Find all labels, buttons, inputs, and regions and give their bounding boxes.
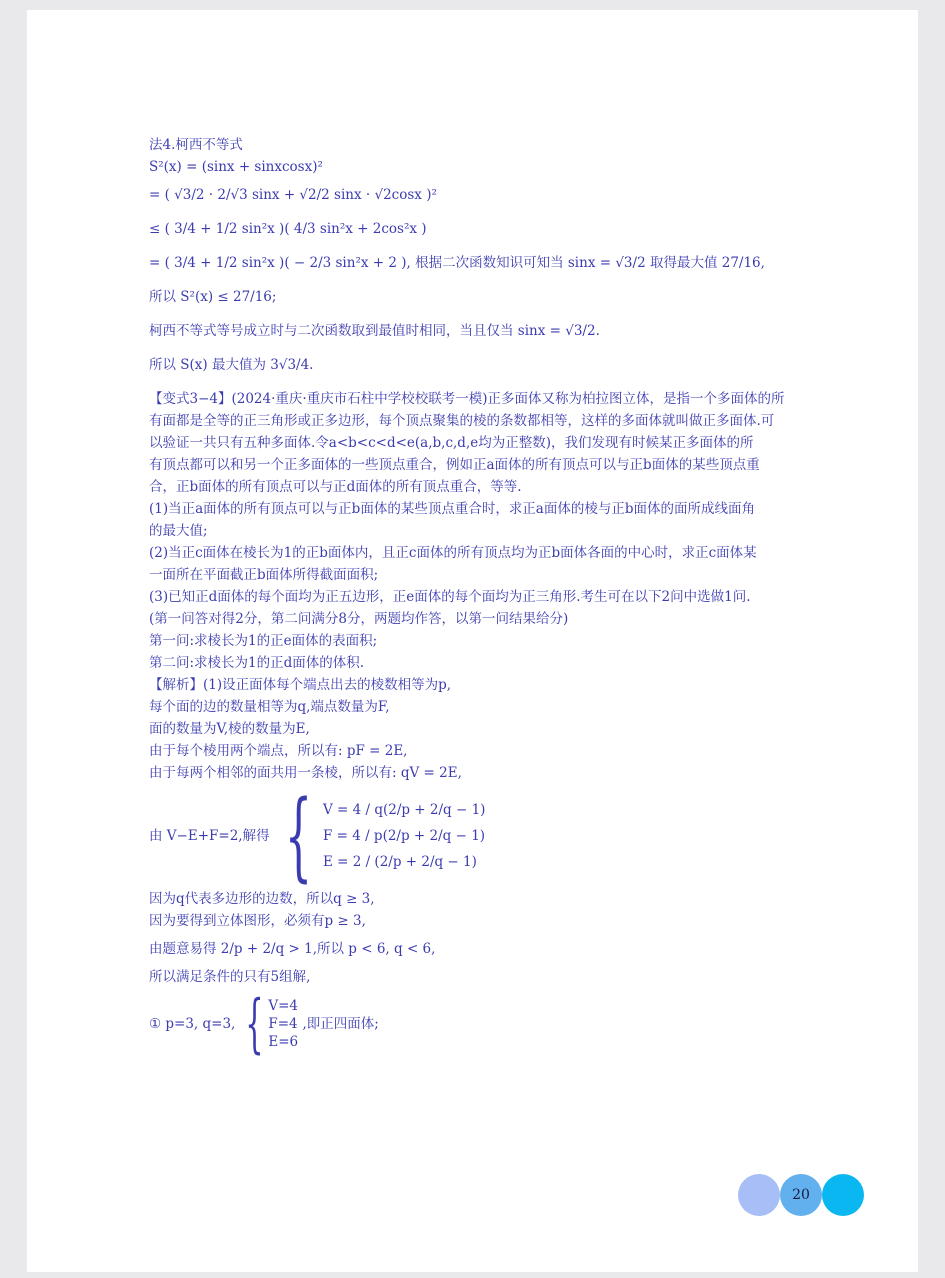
equation-line: 所以 S²(x) ≤ 27/16; [149, 289, 277, 305]
problem-line: (3)已知正d面体的每个面均为正五边形，正e面体的每个面均为正三角形.考生可在以下2问中选做1问. [149, 589, 751, 605]
solution-line: 由于每个棱用两个端点，所以有: pF = 2E, [149, 743, 408, 759]
equation-line: S²(x) = (sinx + sinxcosx)² [149, 159, 323, 175]
problem-line: 一面所在平面截正b面体所得截面面积; [149, 567, 379, 583]
solution-line: 所以满足条件的只有5组解, [149, 969, 311, 985]
case-one-lead: ① p=3, q=3, [149, 1016, 236, 1032]
badge-circle-right [822, 1174, 864, 1216]
problem-line: 有面都是全等的正三角形或正多边形，每个顶点聚集的棱的条数都相等，这样的多面体就叫做正多面体.可 [149, 413, 775, 429]
problem-line: 有顶点都可以和另一个正多面体的一些顶点重合，例如正a面体的所有顶点可以与正b面体的某些顶点重 [149, 457, 760, 473]
equation-v: V = 4 / q(2/p + 2/q − 1) [322, 802, 486, 818]
problem-line: 第一问:求棱长为1的正e面体的表面积; [149, 633, 378, 649]
system-of-equations [149, 780, 869, 892]
case-e: E=6 [268, 1034, 299, 1050]
problem-line: (第一问答对得2分，第二问满分8分，两题均作答，以第一问结果给分) [149, 611, 569, 627]
case-v: V=4 [268, 998, 299, 1014]
problem-line: (2)当正c面体在棱长为1的正b面体内，且正c面体的所有顶点均为正b面体各面的中心时，求正c面体某 [149, 545, 757, 561]
equation-e: E = 2 / (2/p + 2/q − 1) [322, 854, 477, 870]
left-brace: { [244, 987, 264, 1061]
solution-line: 因为要得到立体图形，必须有p ≥ 3, [149, 913, 366, 929]
page-content [149, 134, 869, 1061]
problem-line: 以验证一共只有五种多面体.令a<b<c<d<e(a,b,c,d,e均为正整数)，我们发现有时候某正多面体的所 [149, 435, 754, 451]
left-brace: { [284, 780, 313, 892]
case-f: F=4 [268, 1016, 298, 1032]
solution-line: 由题意易得 2/p + 2/q > 1,所以 p < 6, q < 6, [149, 941, 436, 957]
solution-line: 【解析】(1)设正面体每个端点出去的棱数相等为p, [149, 677, 452, 693]
case-one-tail: ,即正四面体; [302, 1016, 379, 1032]
system-lead: 由 V−E+F=2,解得 [149, 828, 270, 844]
page-number: 20 [780, 1174, 822, 1216]
method-heading: 法4.柯西不等式 [149, 137, 243, 153]
equation-line: ≤ ( 3/4 + 1/2 sin²x )( 4/3 sin²x + 2cos²x ) [149, 221, 427, 237]
solution-line: 面的数量为V,棱的数量为E, [149, 721, 310, 737]
badge-circle-left [738, 1174, 780, 1216]
text-line: 所以 S(x) 最大值为 3√3/4. [149, 357, 314, 373]
equation-f: F = 4 / p(2/p + 2/q − 1) [322, 828, 486, 844]
solution-line: 每个面的边的数量相等为q,端点数量为F, [149, 699, 390, 715]
problem-line: 【变式3−4】(2024·重庆·重庆市石柱中学校校联考一模)正多面体又称为柏拉图立体，是指一个多面体的所 [149, 391, 785, 407]
problem-line: (1)当正a面体的所有顶点可以与正b面体的某些顶点重合时，求正a面体的棱与正b面体的面所成线面角 [149, 501, 756, 517]
problem-line: 第二问:求棱长为1的正d面体的体积. [149, 655, 365, 671]
solution-line: 由于每两个相邻的面共用一条棱，所以有: qV = 2E, [149, 765, 462, 781]
document-page [27, 10, 918, 1272]
problem-line: 合，正b面体的所有顶点可以与正d面体的所有顶点重合，等等. [149, 479, 522, 495]
equation-line: = ( √3/2 · 2/√3 sinx + √2/2 sinx · √2cosx )² [149, 187, 437, 203]
solution-line: 因为q代表多边形的边数，所以q ≥ 3, [149, 891, 375, 907]
equation-line: = ( 3/4 + 1/2 sin²x )( − 2/3 sin²x + 2 ), 根据二次函数知识可知当 sinx = √3/2 取得最大值 27/16, [149, 255, 765, 271]
page-number-badge [738, 1174, 868, 1218]
problem-line: 的最大值; [149, 523, 208, 539]
text-line: 柯西不等式等号成立时与二次函数取到最值时相同，当且仅当 sinx = √3/2. [149, 323, 600, 339]
case-one [149, 987, 869, 1061]
